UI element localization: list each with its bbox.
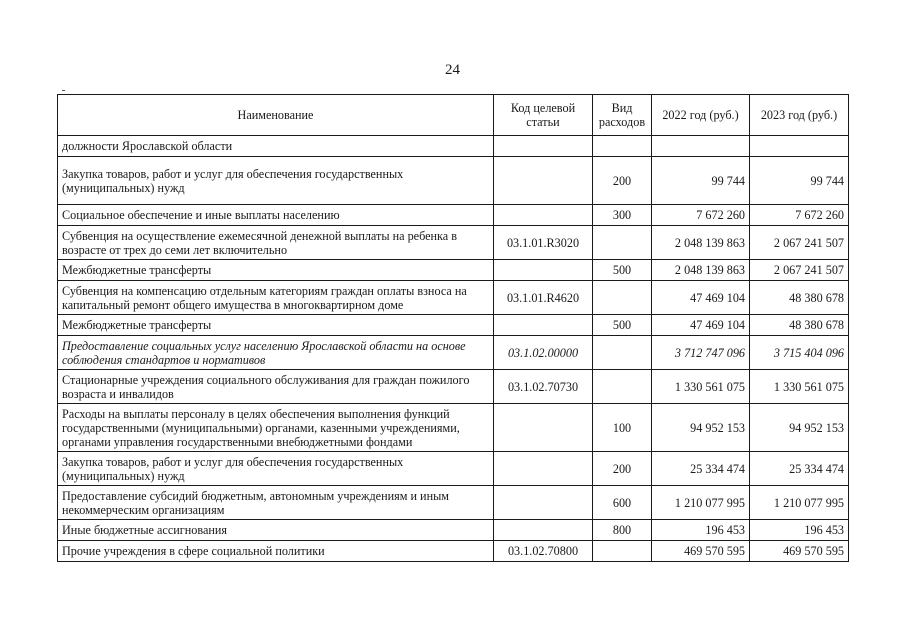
row-2022: 7 672 260: [652, 205, 750, 226]
row-2022: 94 952 153: [652, 404, 750, 452]
row-name: Субвенция на компенсацию отдельным категориям граждан оплаты взноса на капитальный ремонт общего имущества в многоквартирном доме: [58, 281, 494, 315]
row-2023: 48 380 678: [750, 315, 849, 336]
row-kind: 300: [593, 205, 652, 226]
row-code: [494, 486, 593, 520]
table-row: [58, 205, 849, 226]
table-row: [58, 404, 849, 452]
row-code: [494, 315, 593, 336]
row-2023: 2 067 241 507: [750, 260, 849, 281]
table-row: [58, 452, 849, 486]
row-2023: 196 453: [750, 520, 849, 541]
row-2023: 1 330 561 075: [750, 370, 849, 404]
row-2023: 99 744: [750, 157, 849, 205]
row-code: [494, 260, 593, 281]
row-kind: [593, 136, 652, 157]
table-row: [58, 370, 849, 404]
row-name: Субвенция на осуществление ежемесячной денежной выплаты на ребенка в возрасте от трех до семи лет включительно: [58, 226, 494, 260]
row-kind: [593, 226, 652, 260]
row-2023: [750, 136, 849, 157]
row-name: Стационарные учреждения социального обслуживания для граждан пожилого возраста и инвалидов: [58, 370, 494, 404]
row-code: 03.1.01.R3020: [494, 226, 593, 260]
row-2022: 196 453: [652, 520, 750, 541]
row-code: [494, 520, 593, 541]
row-2023: 7 672 260: [750, 205, 849, 226]
row-2022: 1 330 561 075: [652, 370, 750, 404]
row-2023: 3 715 404 096: [750, 336, 849, 370]
row-name: Прочие учреждения в сфере социальной политики: [58, 541, 494, 562]
header-2023: 2023 год (руб.): [750, 95, 849, 136]
row-2023: 1 210 077 995: [750, 486, 849, 520]
table-row: [58, 136, 849, 157]
budget-table: [57, 94, 849, 562]
row-name: Межбюджетные трансферты: [58, 260, 494, 281]
row-name: Расходы на выплаты персоналу в целях обеспечения выполнения функций государственными (муниципальными) органами, казенными учреждениями, органами управления государственными внебюджетными фондами: [58, 404, 494, 452]
row-2022: 2 048 139 863: [652, 260, 750, 281]
row-name: должности Ярославской области: [58, 136, 494, 157]
row-name: Предоставление субсидий бюджетным, автономным учреждениям и иным некоммерческим организациям: [58, 486, 494, 520]
row-name: Межбюджетные трансферты: [58, 315, 494, 336]
table-row: [58, 315, 849, 336]
row-2022: 2 048 139 863: [652, 226, 750, 260]
header-row: [58, 95, 849, 136]
row-kind: 600: [593, 486, 652, 520]
row-kind: [593, 281, 652, 315]
row-name: Закупка товаров, работ и услуг для обеспечения государственных (муниципальных) нужд: [58, 157, 494, 205]
scan-speck: [62, 90, 65, 91]
table-row: [58, 336, 849, 370]
row-2023: 469 570 595: [750, 541, 849, 562]
table-row: [58, 260, 849, 281]
row-kind: 800: [593, 520, 652, 541]
row-code: 03.1.02.70800: [494, 541, 593, 562]
row-2022: 99 744: [652, 157, 750, 205]
row-name: Закупка товаров, работ и услуг для обеспечения государственных (муниципальных) нужд: [58, 452, 494, 486]
row-name: Иные бюджетные ассигнования: [58, 520, 494, 541]
row-code: [494, 157, 593, 205]
row-2022: 1 210 077 995: [652, 486, 750, 520]
table-row: [58, 541, 849, 562]
row-2023: 48 380 678: [750, 281, 849, 315]
table-row: [58, 486, 849, 520]
table-row: [58, 281, 849, 315]
row-code: [494, 136, 593, 157]
table-row: [58, 226, 849, 260]
row-kind: 200: [593, 452, 652, 486]
header-kind: Вид расходов: [593, 95, 652, 136]
row-kind: [593, 370, 652, 404]
row-code: [494, 205, 593, 226]
row-kind: 100: [593, 404, 652, 452]
row-2022: 3 712 747 096: [652, 336, 750, 370]
row-code: 03.1.02.00000: [494, 336, 593, 370]
row-kind: [593, 541, 652, 562]
row-code: [494, 404, 593, 452]
row-2023: 2 067 241 507: [750, 226, 849, 260]
row-2022: 47 469 104: [652, 315, 750, 336]
row-code: 03.1.02.70730: [494, 370, 593, 404]
row-2023: 94 952 153: [750, 404, 849, 452]
row-2022: 25 334 474: [652, 452, 750, 486]
row-kind: 200: [593, 157, 652, 205]
page-number: 24: [445, 62, 460, 78]
row-2022: 47 469 104: [652, 281, 750, 315]
row-name: Предоставление социальных услуг населению Ярославской области на основе соблюдения стандартов и нормативов: [58, 336, 494, 370]
row-kind: 500: [593, 260, 652, 281]
header-code: Код целевой статьи: [494, 95, 593, 136]
row-code: 03.1.01.R4620: [494, 281, 593, 315]
row-2022: [652, 136, 750, 157]
row-name: Социальное обеспечение и иные выплаты населению: [58, 205, 494, 226]
table-row: [58, 157, 849, 205]
row-kind: 500: [593, 315, 652, 336]
row-code: [494, 452, 593, 486]
header-2022: 2022 год (руб.): [652, 95, 750, 136]
header-name: Наименование: [58, 95, 494, 136]
table-row: [58, 520, 849, 541]
row-2023: 25 334 474: [750, 452, 849, 486]
row-kind: [593, 336, 652, 370]
row-2022: 469 570 595: [652, 541, 750, 562]
